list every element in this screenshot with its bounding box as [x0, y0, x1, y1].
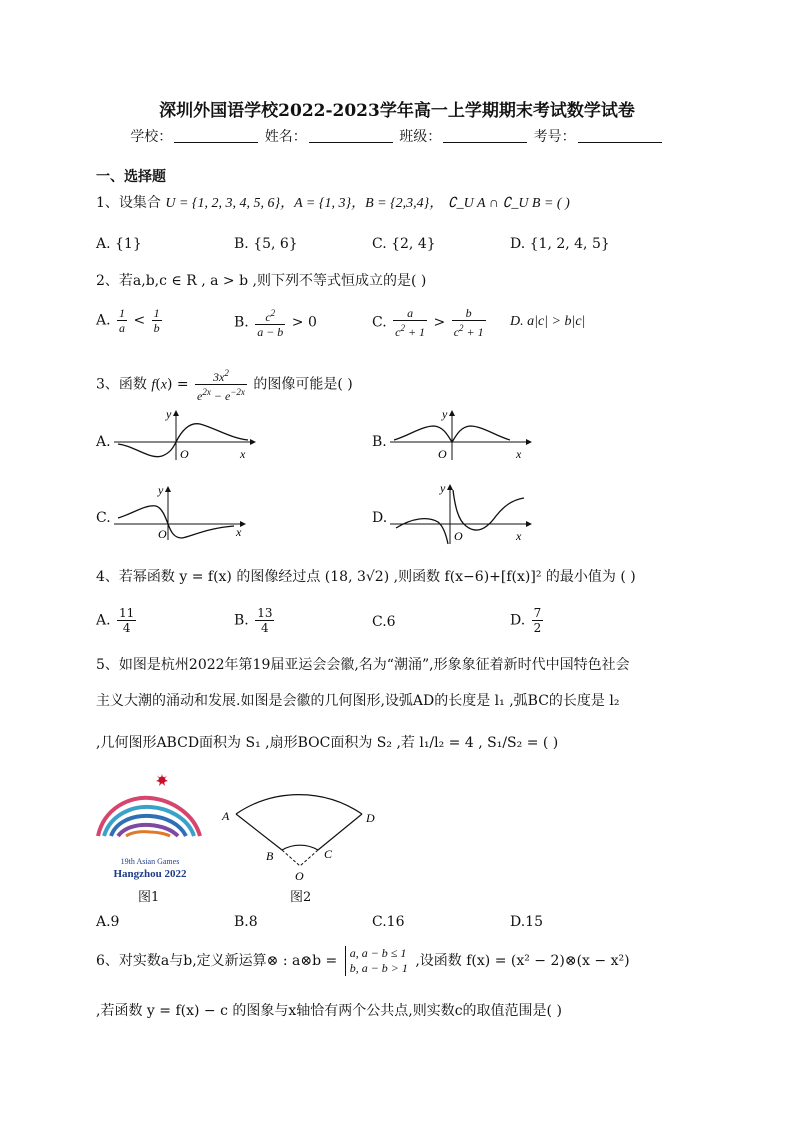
svg-text:x: x: [236, 525, 242, 539]
q1-option-d[interactable]: D. {1, 2, 4, 5}: [510, 236, 610, 252]
q6-line1-end: ,设函数 f(x) = (x² − 2)⊗(x − x²): [415, 953, 630, 969]
q2-option-a[interactable]: A. $\frac{1}{a}$ < $\frac{1}{b}$: [96, 306, 160, 335]
q5-option-a[interactable]: A.9: [96, 914, 120, 930]
page-title: 深圳外国语学校2022-2023学年高一上学期期末考试数学试卷: [159, 101, 635, 121]
q2-a-frac-right: $\frac{1}{b}$: [153, 306, 160, 335]
school-blank[interactable]: [174, 128, 258, 143]
q5-option-b[interactable]: B.8: [234, 914, 258, 930]
q3-graph-b[interactable]: [386, 404, 536, 464]
question-1: [96, 192, 570, 212]
q3-function-frac: $\frac{3x^2}{e^{2x} - e^{-2x}}$: [197, 368, 245, 403]
svg-text:O: O: [158, 527, 167, 541]
q2-option-c[interactable]: C. $\frac{a}{c^2 + 1}$ > $\frac{b}{c^2 + 1}$: [372, 306, 484, 339]
q4-b-frac: $\frac{13}{4}$: [257, 606, 273, 635]
q3-option-c[interactable]: C.: [96, 510, 111, 526]
q5-option-c[interactable]: C.16: [372, 914, 405, 930]
q3-option-a[interactable]: A.: [96, 434, 111, 450]
q2-c-label: C.: [372, 314, 387, 331]
svg-text:O: O: [295, 869, 304, 883]
number-label: 考号：: [533, 129, 576, 145]
question-4: 4、若幂函数 y = f(x) 的图像经过点 (18, 3√2) ,则函数 f(x−6)+[f(x)]² 的最小值为 ( ): [96, 569, 636, 585]
fig1-caption: 图1: [138, 890, 160, 905]
q3-post: 的图像可能是( ): [253, 376, 353, 393]
svg-text:Hangzhou 2022: Hangzhou 2022: [113, 868, 187, 880]
svg-text:O: O: [438, 447, 447, 461]
q5-line-2: 主义大潮的涌动和发展.如图是会徽的几何图形,设弧AD的长度是 l₁ ,弧BC的长度是 l₂: [96, 693, 620, 709]
q3-option-d[interactable]: D.: [372, 510, 388, 526]
q4-d-label: D.: [510, 612, 526, 629]
q5-line-1: 5、如图是杭州2022年第19届亚运会会徽,名为“潮涌”,形象象征着新时代中国特色社会: [96, 657, 630, 673]
svg-text:y: y: [442, 407, 448, 421]
q4-option-c[interactable]: C.6: [372, 614, 396, 630]
section-heading: 一、选择题: [96, 169, 166, 185]
q2-c-frac-right: $\frac{b}{c^2 + 1}$: [453, 306, 484, 339]
q1-tail: ∁_U A ∩ ∁_U B = ( ): [447, 196, 570, 211]
svg-text:D: D: [366, 811, 375, 825]
svg-text:y: y: [166, 407, 172, 421]
class-label: 班级：: [399, 129, 442, 145]
svg-text:y: y: [440, 481, 446, 495]
svg-text:C: C: [324, 847, 333, 861]
q3-pre: 3、函数: [96, 376, 147, 393]
question-6: [96, 946, 630, 976]
q2-a-label: A.: [96, 312, 111, 329]
q1-stem: U = {1, 2, 3, 4, 5, 6}，A = {1, 3}，B = {2,3,4}，: [165, 196, 444, 211]
svg-text:y: y: [158, 483, 164, 497]
q5-line-3: ,几何图形ABCD面积为 S₁ ,扇形BOC面积为 S₂ ,若 l₁/l₂ = 4 , S₁/S₂ = ( ): [96, 735, 559, 751]
q5-option-d[interactable]: D.15: [510, 914, 543, 930]
svg-text:19th Asian Games: 19th Asian Games: [120, 857, 180, 866]
fig2-caption: 图2: [290, 890, 312, 905]
q1-option-b[interactable]: B. {5, 6}: [234, 236, 298, 252]
svg-text:x: x: [516, 447, 522, 461]
q6-piecewise: a, a − b ≤ 1 b, a − b > 1: [345, 946, 408, 976]
asian-games-logo: [94, 774, 206, 884]
q2-option-d[interactable]: D. a|c| > b|c|: [510, 314, 586, 329]
svg-text:O: O: [180, 447, 189, 461]
q3-graph-d[interactable]: [386, 476, 536, 546]
q4-a-frac: $\frac{11}{4}$: [119, 606, 135, 635]
q3-option-b[interactable]: B.: [372, 434, 387, 450]
svg-text:A: A: [222, 809, 230, 823]
svg-text:O: O: [454, 529, 463, 543]
q4-option-d[interactable]: [510, 606, 545, 635]
q4-option-b[interactable]: [234, 606, 276, 635]
number-blank[interactable]: [578, 128, 662, 143]
q1-option-c[interactable]: C. {2, 4}: [372, 236, 436, 252]
q3-graph-a[interactable]: [110, 404, 260, 464]
name-blank[interactable]: [309, 128, 393, 143]
q4-a-label: A.: [96, 612, 111, 629]
q4-b-label: B.: [234, 612, 249, 629]
q2-a-frac-left: $\frac{1}{a}$: [119, 306, 126, 335]
q1-number: 1、设集合: [96, 195, 161, 211]
svg-text:B: B: [266, 849, 274, 863]
q2-b-frac: $\frac{c^2}{a - b}$: [257, 308, 284, 339]
q2-c-frac-left: $\frac{a}{c^2 + 1}$: [395, 306, 426, 339]
name-label: 姓名：: [264, 129, 307, 145]
q6-line-2: ,若函数 y = f(x) − c 的图象与x轴恰有两个公共点,则实数c的取值范围是( ): [96, 1003, 562, 1019]
q1-option-a[interactable]: A. {1}: [96, 236, 142, 252]
svg-text:x: x: [240, 447, 246, 461]
q6-line1-start: 6、对实数a与b,定义新运算⊗ : a⊗b =: [96, 953, 338, 969]
class-blank[interactable]: [443, 128, 527, 143]
q2-b-label: B.: [234, 314, 249, 331]
q4-option-a[interactable]: [96, 606, 138, 635]
q4-d-frac: $\frac{7}{2}$: [533, 606, 542, 635]
sector-figure: [214, 772, 384, 884]
student-info-line: [0, 126, 794, 146]
question-3: 3、函数 f(x) = $\frac{3x^2}{e^{2x} - e^{-2x}}$ 的图像可能是( ): [96, 368, 353, 403]
svg-text:x: x: [516, 529, 522, 543]
q2-option-b[interactable]: B. $\frac{c^2}{a - b}$ > 0: [234, 308, 317, 339]
q3-graph-c[interactable]: [110, 478, 260, 542]
question-2: 2、若a,b,c ∈ R , a > b ,则下列不等式恒成立的是( ): [96, 273, 427, 289]
school-label: 学校：: [130, 129, 173, 145]
